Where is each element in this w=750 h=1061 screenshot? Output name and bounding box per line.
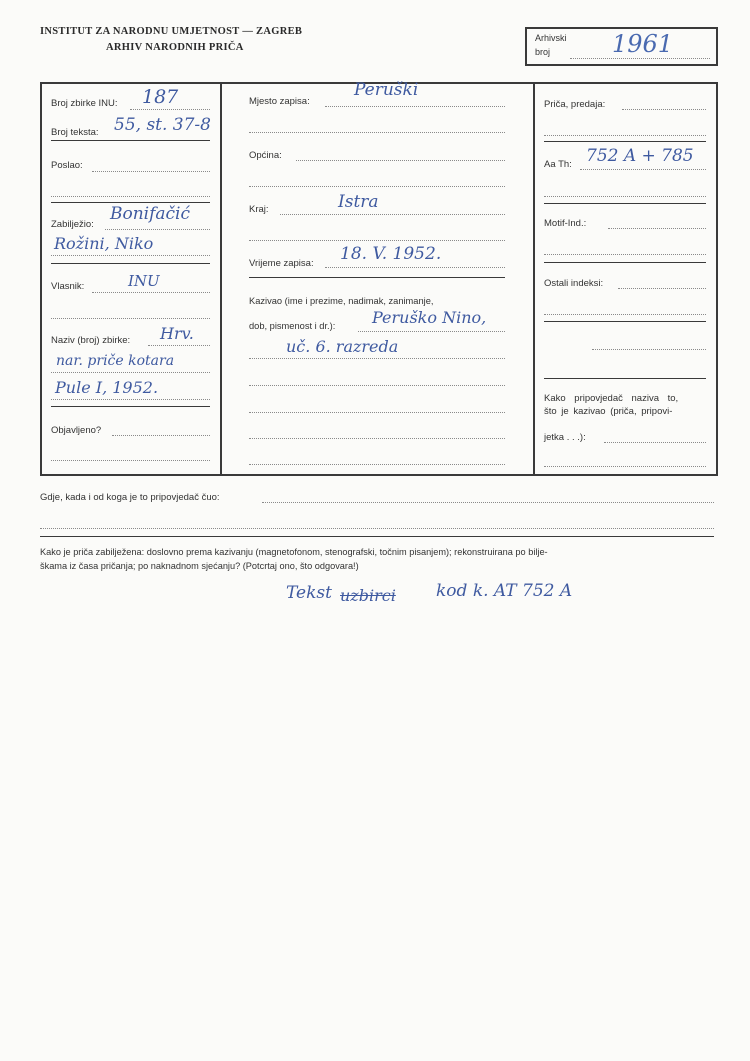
aath-label: Aa Th:: [544, 159, 572, 170]
collection-name-label: Naziv (broj) zbirke:: [51, 335, 131, 346]
owner-line-2: [51, 318, 210, 319]
narrator-term-label-2: što je kazivao (priča, pripovi-: [544, 406, 673, 417]
sender-line-1: [92, 171, 210, 172]
institute-title: INSTITUT ZA NARODNU UMJETNOST — ZAGREB: [40, 26, 303, 37]
story-type-line-2: [544, 135, 706, 136]
story-type-label: Priča, predaja:: [544, 99, 606, 110]
handwritten-note-1: Tekst: [286, 583, 332, 603]
source-line-1: [262, 502, 714, 503]
collection-number-line: [130, 109, 210, 110]
left-rule-1: [51, 140, 210, 141]
story-type-line-1: [622, 109, 706, 110]
recorder-value-1[interactable]: Bonifačić: [110, 204, 191, 224]
narrator-term-line-2: [544, 466, 706, 467]
narrator-label-2: dob, pismenost i dr.):: [249, 321, 336, 331]
sender-line-2: [51, 196, 210, 197]
left-rule-3: [51, 263, 210, 264]
handwritten-note-struck: uzbirci: [340, 586, 396, 605]
place-label: Mjesto zapisa:: [249, 96, 310, 107]
recorder-line-2: [51, 255, 210, 256]
published-line-1: [112, 435, 210, 436]
collection-number-label: Broj zbirke INU:: [51, 98, 118, 109]
column-divider-left: [220, 82, 222, 474]
source-question-label: Gdje, kada i od koga je to pripovjedač čuo:: [40, 492, 220, 503]
narrator-label-1: Kazivao (ime i prezime, nadimak, zanimanje,: [249, 296, 434, 306]
other-indexes-line-1: [618, 288, 706, 289]
narrator-value-1[interactable]: Peruško Nino,: [372, 308, 487, 327]
region-label: Kraj:: [249, 204, 269, 215]
collection-name-line-2: [51, 372, 210, 373]
place-value[interactable]: Peruški: [354, 80, 419, 100]
date-value[interactable]: 18. V. 1952.: [340, 244, 442, 264]
motif-line-2: [544, 254, 706, 255]
collection-name-value-2[interactable]: nar. priče kotara: [56, 353, 175, 369]
sender-label: Poslao:: [51, 160, 83, 171]
left-rule-4: [51, 406, 210, 407]
other-indexes-line-2: [544, 314, 706, 315]
published-line-2: [51, 460, 210, 461]
narrator-line-5: [249, 438, 505, 439]
column-divider-right: [533, 82, 535, 474]
narrator-value-2[interactable]: uč. 6. razreda: [286, 337, 399, 356]
region-value[interactable]: Istra: [338, 192, 379, 212]
narrator-line-6: [249, 464, 505, 465]
place-line-1: [325, 106, 505, 107]
published-label: Objavljeno?: [51, 425, 102, 436]
region-line-1: [280, 214, 505, 215]
narrator-line-2: [249, 358, 505, 359]
archive-number-value[interactable]: 1961: [612, 30, 674, 58]
right-rule-1: [544, 141, 706, 142]
recorder-line-1: [105, 229, 210, 230]
text-number-value[interactable]: 55, st. 37-8: [114, 115, 211, 135]
narrator-line-4: [249, 412, 505, 413]
region-line-2: [249, 240, 505, 241]
text-number-label: Broj teksta:: [51, 127, 99, 138]
narrator-line-1: [358, 331, 505, 332]
collection-name-line-1: [148, 345, 210, 346]
motif-label: Motif-Ind.:: [544, 218, 587, 229]
other-indexes-label: Ostali indeksi:: [544, 278, 604, 289]
bottom-rule: [40, 536, 714, 537]
other-indexes-line-3: [592, 349, 706, 350]
right-rule-4: [544, 321, 706, 322]
archive-number-label-2: broj: [535, 47, 551, 57]
recording-method-label-2: škama iz časa pričanja; po naknadnom sjećanju? (Potcrtaj ono, što odgovara!): [40, 561, 359, 571]
municipality-line-1: [296, 160, 505, 161]
aath-line-2: [544, 196, 706, 197]
handwritten-note-2: kod k. AT 752 A: [436, 581, 573, 601]
right-rule-3: [544, 262, 706, 263]
municipality-label: Općina:: [249, 150, 282, 161]
aath-value[interactable]: 752 A + 785: [586, 146, 694, 166]
collection-name-value-1[interactable]: Hrv.: [160, 324, 194, 343]
narrator-term-line-1: [604, 442, 706, 443]
owner-value[interactable]: INU: [128, 272, 160, 290]
collection-number-value[interactable]: 187: [142, 86, 179, 108]
date-label: Vrijeme zapisa:: [249, 258, 314, 269]
motif-line-1: [608, 228, 706, 229]
municipality-line-2: [249, 186, 505, 187]
narrator-line-3: [249, 385, 505, 386]
archive-number-line: [570, 58, 710, 59]
owner-label: Vlasnik:: [51, 281, 85, 292]
recording-method-label-1: Kako je priča zabilježena: doslovno prema kazivanju (magnetofonom, stenografski, točnim pisanjem); rekonstruirana po bilje-: [40, 547, 548, 557]
owner-line-1: [92, 292, 210, 293]
aath-line-1: [580, 169, 706, 170]
collection-name-value-3[interactable]: Pule I, 1952.: [55, 378, 159, 397]
right-rule-5: [544, 378, 706, 379]
recorder-value-2[interactable]: Rožini, Niko: [54, 234, 154, 253]
source-line-2: [40, 528, 714, 529]
left-rule-2: [51, 202, 210, 203]
narrator-term-label-1: Kako pripovjedač naziva to,: [544, 393, 679, 404]
middle-rule: [249, 277, 505, 278]
date-line: [325, 267, 505, 268]
archive-title: ARHIV NARODNIH PRIČA: [106, 42, 244, 53]
recorder-label: Zabilježio:: [51, 219, 94, 230]
place-line-2: [249, 132, 505, 133]
narrator-term-label-3: jetka . . .):: [544, 432, 586, 443]
collection-name-line-3: [51, 399, 210, 400]
right-rule-2: [544, 203, 706, 204]
archive-number-label-1: Arhivski: [535, 33, 567, 43]
